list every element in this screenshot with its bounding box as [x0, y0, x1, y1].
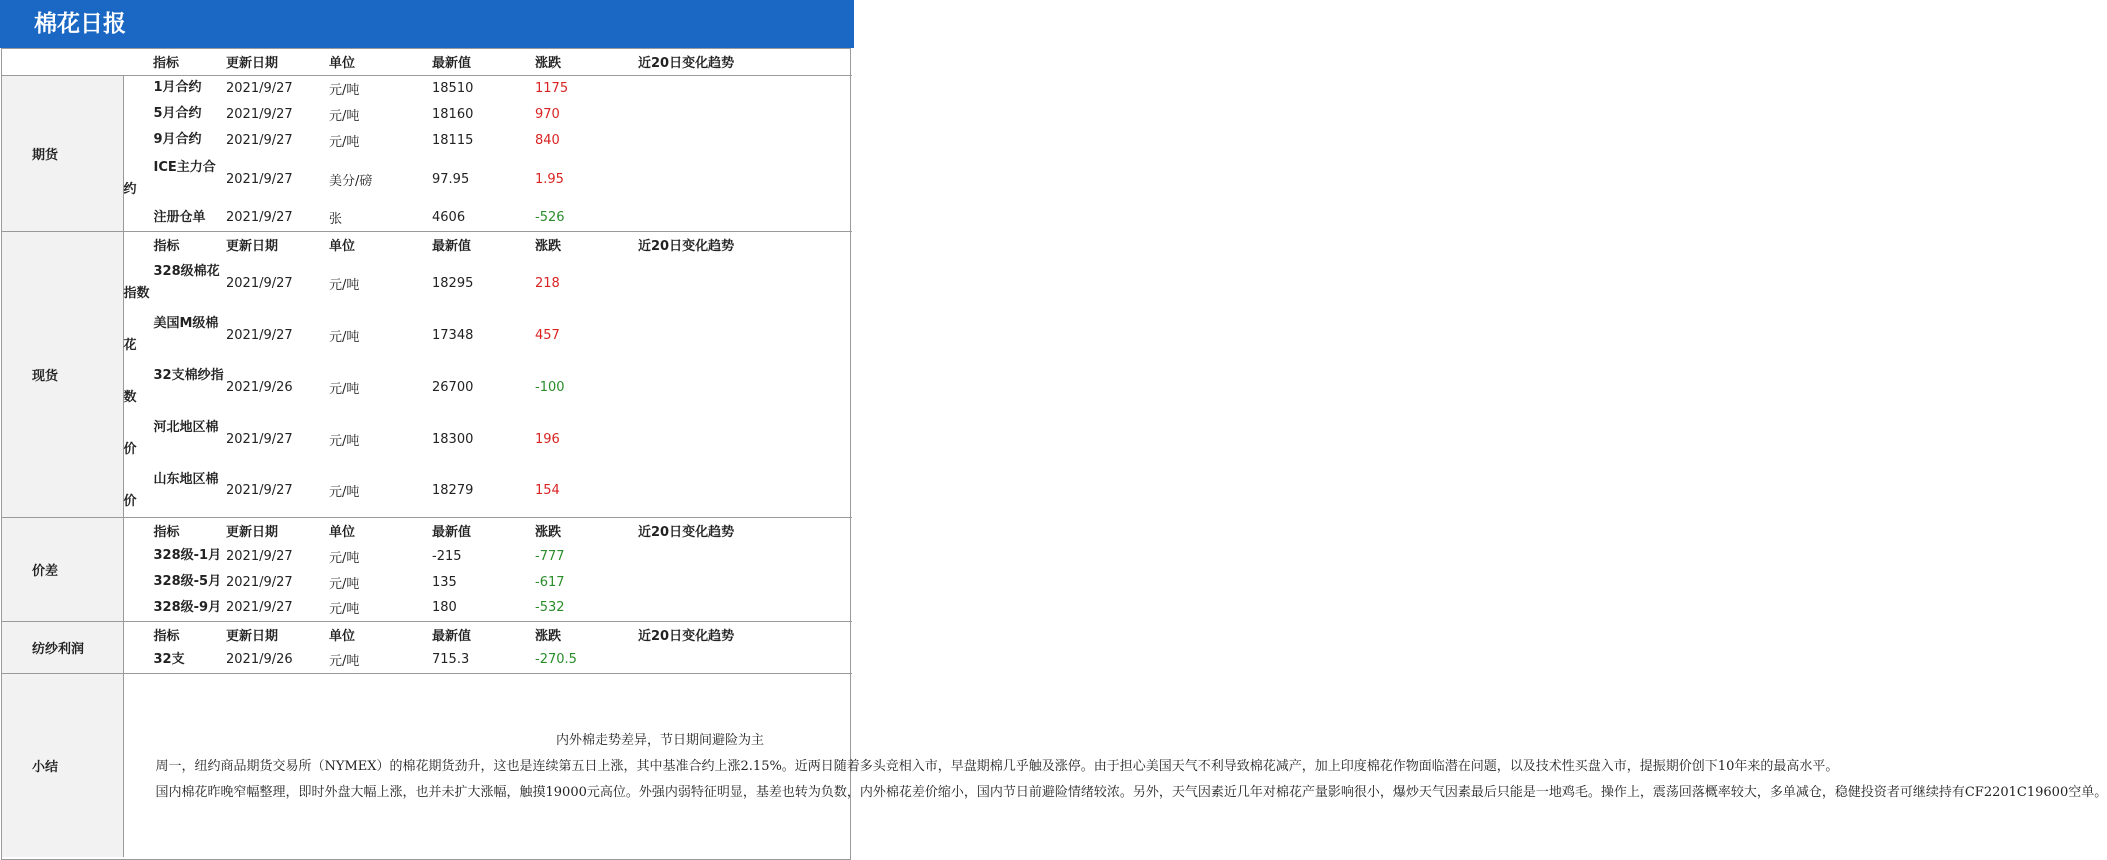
- report-table: [2, 49, 2107, 857]
- update-date: 2021/9/27: [226, 600, 293, 616]
- col-header-indicator: 指标: [153, 56, 180, 72]
- report-title: 棉花日报: [0, 0, 854, 48]
- trend-cell: [638, 257, 852, 309]
- trend-cell: [638, 361, 852, 413]
- unit: 元/吨: [329, 602, 360, 618]
- table-row: [2, 413, 852, 465]
- trend-cell: [638, 153, 852, 205]
- change-value: 457: [535, 327, 560, 343]
- unit: 元/吨: [329, 329, 360, 345]
- indicator-name-wrap: 数: [123, 390, 137, 405]
- table-row: [2, 361, 852, 413]
- indicator-name: 注册仓单: [153, 209, 206, 225]
- col-header-trend: 近20日变化趋势: [638, 231, 852, 257]
- unit: 元/吨: [329, 134, 360, 150]
- unit: 元/吨: [329, 654, 360, 670]
- table-row: [2, 569, 852, 595]
- unit: 元/吨: [329, 381, 360, 397]
- col-header-value: 最新值: [432, 621, 535, 647]
- table-row: [2, 595, 852, 621]
- indicator-name: 328级-1月: [153, 548, 222, 563]
- update-date: 2021/9/27: [226, 75, 329, 101]
- indicator-name: 32支棉纱指: [153, 368, 224, 383]
- indicator-name-wrap: 指数: [123, 286, 150, 301]
- latest-value: 18115: [432, 132, 474, 148]
- change-value: 840: [535, 132, 560, 148]
- section-label-spot: 现货: [2, 231, 123, 517]
- section-header-row: [2, 621, 852, 647]
- section-header-row: [2, 517, 852, 543]
- table-row: [2, 75, 852, 101]
- change-value: 218: [535, 275, 560, 291]
- update-date: 2021/9/26: [226, 379, 293, 395]
- summary-paragraph: 周一，纽约商品期货交易所（NYMEX）的棉花期货劲升，这也是连续第五日上涨，其中基准合约上涨2.15%。近两日随着多头竞相入市，早盘期棉几乎触及涨停。由于担心美国天气不利导致棉花减产，加上印度棉花作物面临潜在问题，以及技术性买盘入市，提振期价创下10年来的最高水平。: [155, 759, 1839, 775]
- indicator-name: 328级-5月: [153, 574, 222, 589]
- latest-value: 715.3: [432, 652, 470, 668]
- table-row: [2, 647, 852, 673]
- col-header-indicator: 指标: [123, 621, 226, 647]
- update-date: 2021/9/27: [226, 171, 293, 187]
- col-header-date: 更新日期: [226, 231, 329, 257]
- unit: 元/吨: [329, 108, 360, 124]
- col-header-date: 更新日期: [226, 56, 279, 72]
- unit: 元/吨: [329, 277, 360, 293]
- indicator-name: 328级-9月: [153, 599, 222, 615]
- table-row: [2, 257, 852, 309]
- col-header-value: 最新值: [432, 231, 535, 257]
- indicator-name-wrap: 花: [123, 338, 137, 353]
- latest-value: 18510: [432, 75, 535, 101]
- col-header-value: 最新值: [432, 56, 472, 72]
- col-header-change: 涨跌: [535, 621, 638, 647]
- col-header-trend: 近20日变化趋势: [638, 517, 852, 543]
- change-value: 1.95: [535, 171, 564, 187]
- col-header-trend: 近20日变化趋势: [638, 621, 852, 647]
- col-header-date: 更新日期: [226, 517, 329, 543]
- indicator-name: ICE主力合: [153, 160, 216, 175]
- unit: 元/吨: [329, 433, 360, 449]
- trend-cell: [638, 595, 852, 621]
- indicator-name: 5月合约: [153, 106, 202, 121]
- col-header-value: 最新值: [432, 517, 535, 543]
- change-value: 970: [535, 106, 560, 122]
- unit: 美分/磅: [329, 173, 373, 189]
- indicator-name: 9月合约: [153, 132, 202, 147]
- change-value: -532: [535, 600, 565, 616]
- col-header-trend: 近20日变化趋势: [638, 56, 735, 72]
- trend-cell: [638, 309, 852, 361]
- col-header-change: 涨跌: [535, 231, 638, 257]
- latest-value: 18295: [432, 275, 474, 291]
- latest-value: 18160: [432, 106, 474, 122]
- unit: 元/吨: [329, 75, 432, 101]
- indicator-name: 32支: [153, 651, 185, 667]
- report-table-frame: [1, 48, 2107, 860]
- indicator-name: 美国M级棉: [153, 316, 219, 331]
- col-header-date: 更新日期: [226, 621, 329, 647]
- update-date: 2021/9/27: [226, 574, 293, 590]
- section-label-profit: 纺纱利润: [2, 621, 123, 673]
- section-header-row: [2, 231, 852, 257]
- table-row: [2, 543, 852, 569]
- summary-text: [123, 673, 2107, 857]
- latest-value: -215: [432, 548, 462, 564]
- change-value: 196: [535, 431, 560, 447]
- latest-value: 4606: [432, 210, 466, 226]
- trend-cell: [638, 75, 852, 101]
- table-row: [2, 205, 852, 231]
- unit: 张: [329, 212, 343, 228]
- section-label-summary: 小结: [2, 673, 123, 857]
- trend-cell: [638, 205, 852, 231]
- section-label-futures: 期货: [2, 75, 123, 231]
- update-date: 2021/9/27: [226, 327, 293, 343]
- col-header-change: 涨跌: [535, 517, 638, 543]
- change-value: 154: [535, 483, 560, 499]
- latest-value: 18279: [432, 483, 474, 499]
- indicator-name-wrap: 约: [123, 182, 137, 197]
- unit: 元/吨: [329, 576, 360, 592]
- trend-cell: [638, 647, 852, 673]
- change-value: -777: [535, 548, 565, 564]
- latest-value: 97.95: [432, 171, 470, 187]
- trend-cell: [638, 569, 852, 595]
- update-date: 2021/9/26: [226, 652, 293, 668]
- indicator-name-wrap: 价: [123, 442, 137, 457]
- section-label-spread: 价差: [2, 517, 123, 621]
- update-date: 2021/9/27: [226, 210, 293, 226]
- trend-cell: [638, 543, 852, 569]
- unit: 元/吨: [329, 550, 360, 566]
- indicator-name: 河北地区棉: [153, 420, 219, 435]
- change-value: -270.5: [535, 652, 577, 668]
- indicator-name-wrap: 价: [123, 493, 137, 509]
- change-value: -617: [535, 574, 565, 590]
- latest-value: 180: [432, 600, 457, 616]
- update-date: 2021/9/27: [226, 483, 293, 499]
- indicator-name: 山东地区棉: [153, 471, 219, 487]
- update-date: 2021/9/27: [226, 431, 293, 447]
- table-row: [2, 153, 852, 205]
- col-header-unit: 单位: [329, 231, 432, 257]
- change-value: -100: [535, 379, 565, 395]
- unit: 元/吨: [329, 485, 360, 501]
- latest-value: 26700: [432, 379, 474, 395]
- trend-cell: [638, 101, 852, 127]
- update-date: 2021/9/27: [226, 275, 293, 291]
- change-value: -526: [535, 210, 565, 226]
- col-header-unit: 单位: [329, 621, 432, 647]
- trend-cell: [638, 413, 852, 465]
- update-date: 2021/9/27: [226, 548, 293, 564]
- update-date: 2021/9/27: [226, 132, 293, 148]
- trend-cell: [638, 465, 852, 517]
- summary-title: 内外棉走势差异，节日期间避险为主: [555, 733, 764, 749]
- indicator-name: 328级棉花: [153, 264, 220, 279]
- change-value: 1175: [535, 75, 638, 101]
- col-header-unit: 单位: [329, 56, 356, 72]
- table-row: [2, 465, 852, 517]
- col-header-indicator: 指标: [123, 517, 226, 543]
- summary-row: [2, 673, 852, 857]
- latest-value: 135: [432, 574, 457, 590]
- latest-value: 17348: [432, 327, 474, 343]
- latest-value: 18300: [432, 431, 474, 447]
- table-header-row: [2, 49, 852, 75]
- trend-cell: [638, 127, 852, 153]
- table-row: [2, 127, 852, 153]
- col-header-unit: 单位: [329, 517, 432, 543]
- table-row: [2, 101, 852, 127]
- update-date: 2021/9/27: [226, 106, 293, 122]
- col-header-indicator: 指标: [123, 231, 226, 257]
- col-header-change: 涨跌: [535, 56, 562, 72]
- summary-paragraph: 国内棉花昨晚窄幅整理，即时外盘大幅上涨，也并未扩大涨幅，触摸19000元高位。外强内弱特征明显，基差也转为负数，内外棉花差价缩小，国内节日前避险情绪较浓。另外，天气因素近几年对棉花产量影响很小，爆炒天气因素最后只能是一地鸡毛。操作上，震荡回落概率较大，多单减仓，稳健投资者可继续持有CF2201C19600空单。: [155, 785, 2107, 801]
- table-row: [2, 309, 852, 361]
- indicator-name: 1月合约: [153, 80, 202, 96]
